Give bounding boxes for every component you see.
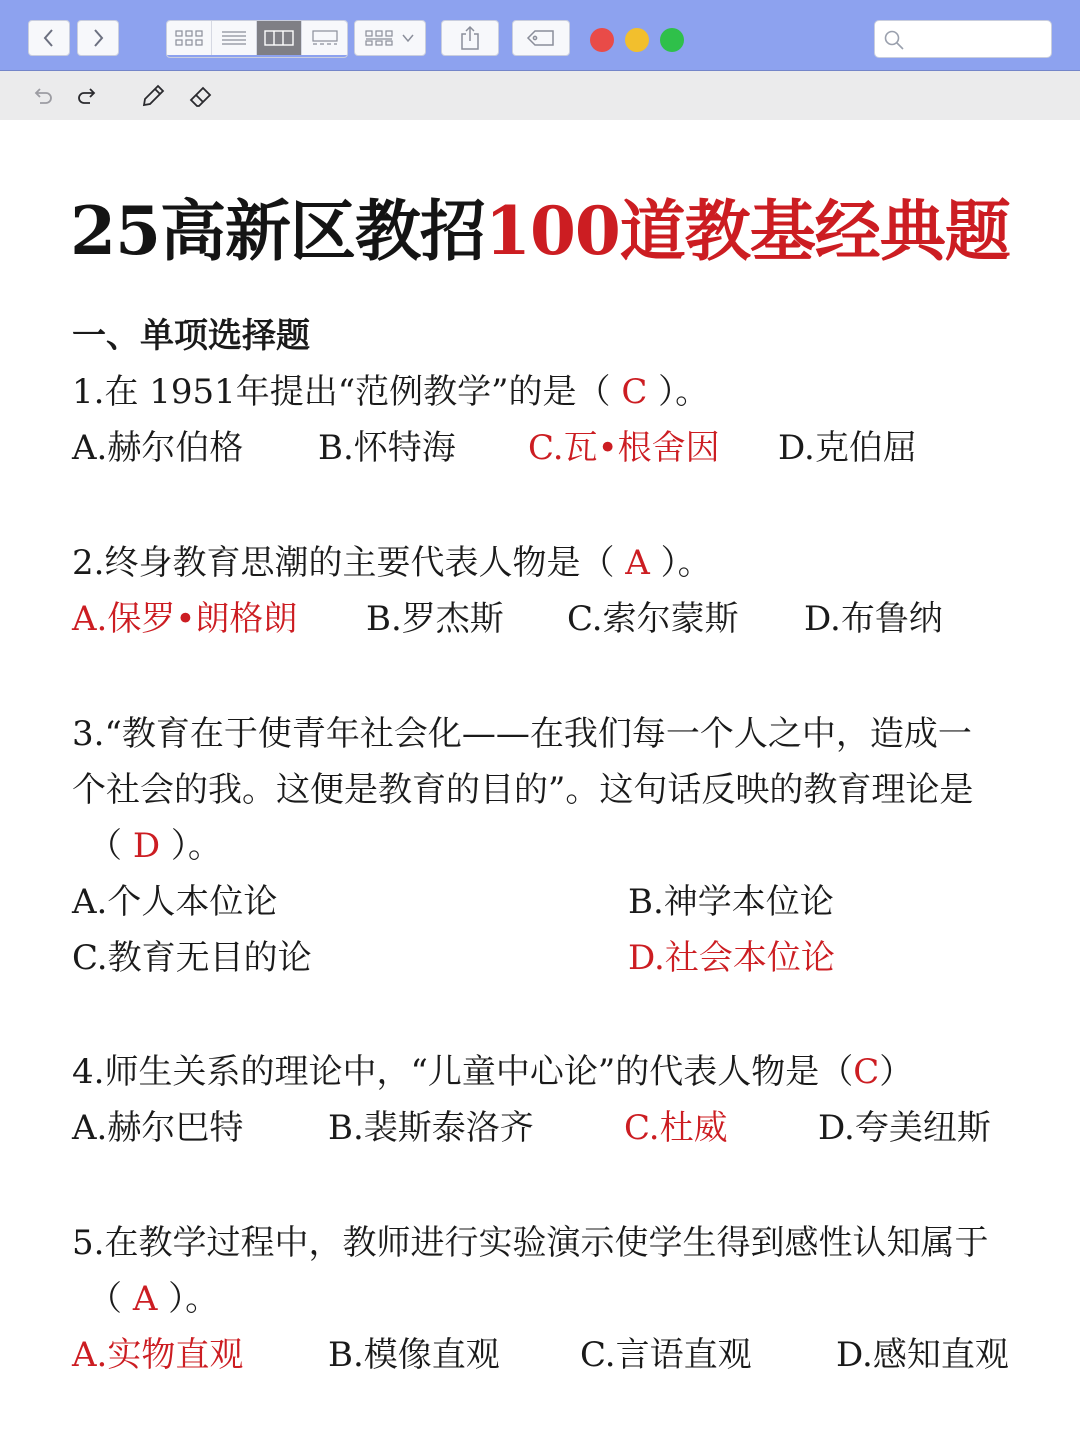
question-5-stem-line-1: 5.在教学过程中，教师进行实验演示使学生得到感性认知属于 (72, 1223, 989, 1263)
question-2-option-c: C.索尔蒙斯 (567, 599, 739, 639)
list-view-icon (221, 29, 247, 47)
question-4-answer: C (853, 1052, 880, 1092)
question-1-answer: C (621, 372, 648, 412)
redo-icon (75, 84, 99, 108)
question-3-stem-line-3: （ D ）。 (88, 826, 222, 866)
grid-view-button[interactable] (167, 21, 212, 55)
question-5-option-a: A.实物直观 (72, 1335, 244, 1375)
minimize-window-button[interactable] (625, 28, 649, 52)
column-view-icon (264, 29, 294, 47)
gallery-view-icon (310, 29, 340, 47)
question-3-option-b: B.神学本位论 (628, 882, 834, 922)
group-by-icon (364, 29, 394, 47)
question-3-option-d: D.社会本位论 (628, 938, 835, 978)
question-4-option-b: B.裴斯泰洛齐 (328, 1108, 534, 1148)
undo-icon (31, 84, 55, 108)
search-input[interactable] (911, 25, 1049, 55)
pencil-tool-button[interactable] (138, 81, 168, 111)
maximize-window-button[interactable] (660, 28, 684, 52)
question-1-stem: 1.在 1951年提出“范例教学”的是（ C ）。 (72, 372, 710, 412)
forward-button[interactable] (77, 20, 119, 56)
title-black-part: 25高新区教招 (70, 192, 486, 270)
question-5-option-c: C.言语直观 (580, 1335, 752, 1375)
share-button[interactable] (441, 20, 499, 56)
question-1-option-b: B.怀特海 (318, 428, 456, 468)
question-2-answer: A (625, 543, 650, 583)
view-mode-switcher (166, 20, 348, 58)
question-3-option-a: A.个人本位论 (72, 882, 278, 922)
back-button[interactable] (28, 20, 70, 56)
question-3-option-c: C.教育无目的论 (72, 938, 312, 978)
title-red-part: 100道教基经典题 (485, 192, 1010, 270)
pencil-icon (140, 83, 166, 109)
eraser-tool-button[interactable] (186, 81, 216, 111)
question-2-stem: 2.终身教育思潮的主要代表人物是（ A ）。 (72, 543, 712, 583)
annotation-toolbar (0, 71, 1080, 120)
question-5-stem-line-2: （ A ）。 (88, 1279, 220, 1319)
redo-button[interactable] (72, 81, 102, 111)
list-view-button[interactable] (212, 21, 257, 55)
grid-view-icon (174, 29, 204, 47)
question-5-option-b: B.模像直观 (328, 1335, 500, 1375)
eraser-icon (188, 83, 214, 109)
share-icon (459, 25, 481, 51)
question-4-option-d: D.夸美纽斯 (818, 1108, 991, 1148)
search-box[interactable] (874, 20, 1052, 58)
chevron-left-icon (41, 27, 57, 49)
page-title (0, 178, 1080, 273)
question-4-option-c: C.杜威 (624, 1108, 728, 1148)
question-5-answer: A (132, 1279, 158, 1319)
chevron-right-icon (90, 27, 106, 49)
undo-button[interactable] (28, 81, 58, 111)
question-5-option-d: D.感知直观 (836, 1335, 1009, 1375)
question-4-stem: 4.师生关系的理论中，“儿童中心论”的代表人物是（C） (72, 1052, 914, 1092)
question-3-stem-line-1: 3.“教育在于使青年社会化——在我们每一个人之中，造成一 (72, 714, 972, 754)
question-2-option-d: D.布鲁纳 (804, 599, 943, 639)
question-2-option-a: A.保罗•朗格朗 (72, 599, 298, 639)
question-1-option-c: C.瓦•根舍因 (528, 428, 720, 468)
tag-button[interactable] (512, 20, 570, 56)
question-3-answer: D (132, 826, 161, 866)
group-by-dropdown[interactable] (354, 20, 426, 56)
toolbar (0, 0, 1080, 71)
tag-icon (526, 29, 556, 47)
question-1-option-d: D.克伯屈 (778, 428, 917, 468)
question-1-option-a: A.赫尔伯格 (72, 428, 244, 468)
chevron-down-icon (400, 31, 416, 45)
question-3-stem-line-2: 个社会的我。这便是教育的目的”。这句话反映的教育理论是 (72, 770, 974, 810)
column-view-button[interactable] (257, 21, 302, 55)
question-4-option-a: A.赫尔巴特 (72, 1108, 244, 1148)
section-heading: 一、单项选择题 (72, 316, 310, 356)
question-2-option-b: B.罗杰斯 (366, 599, 504, 639)
close-window-button[interactable] (590, 28, 614, 52)
gallery-view-button[interactable] (302, 21, 347, 55)
search-icon (883, 29, 905, 51)
